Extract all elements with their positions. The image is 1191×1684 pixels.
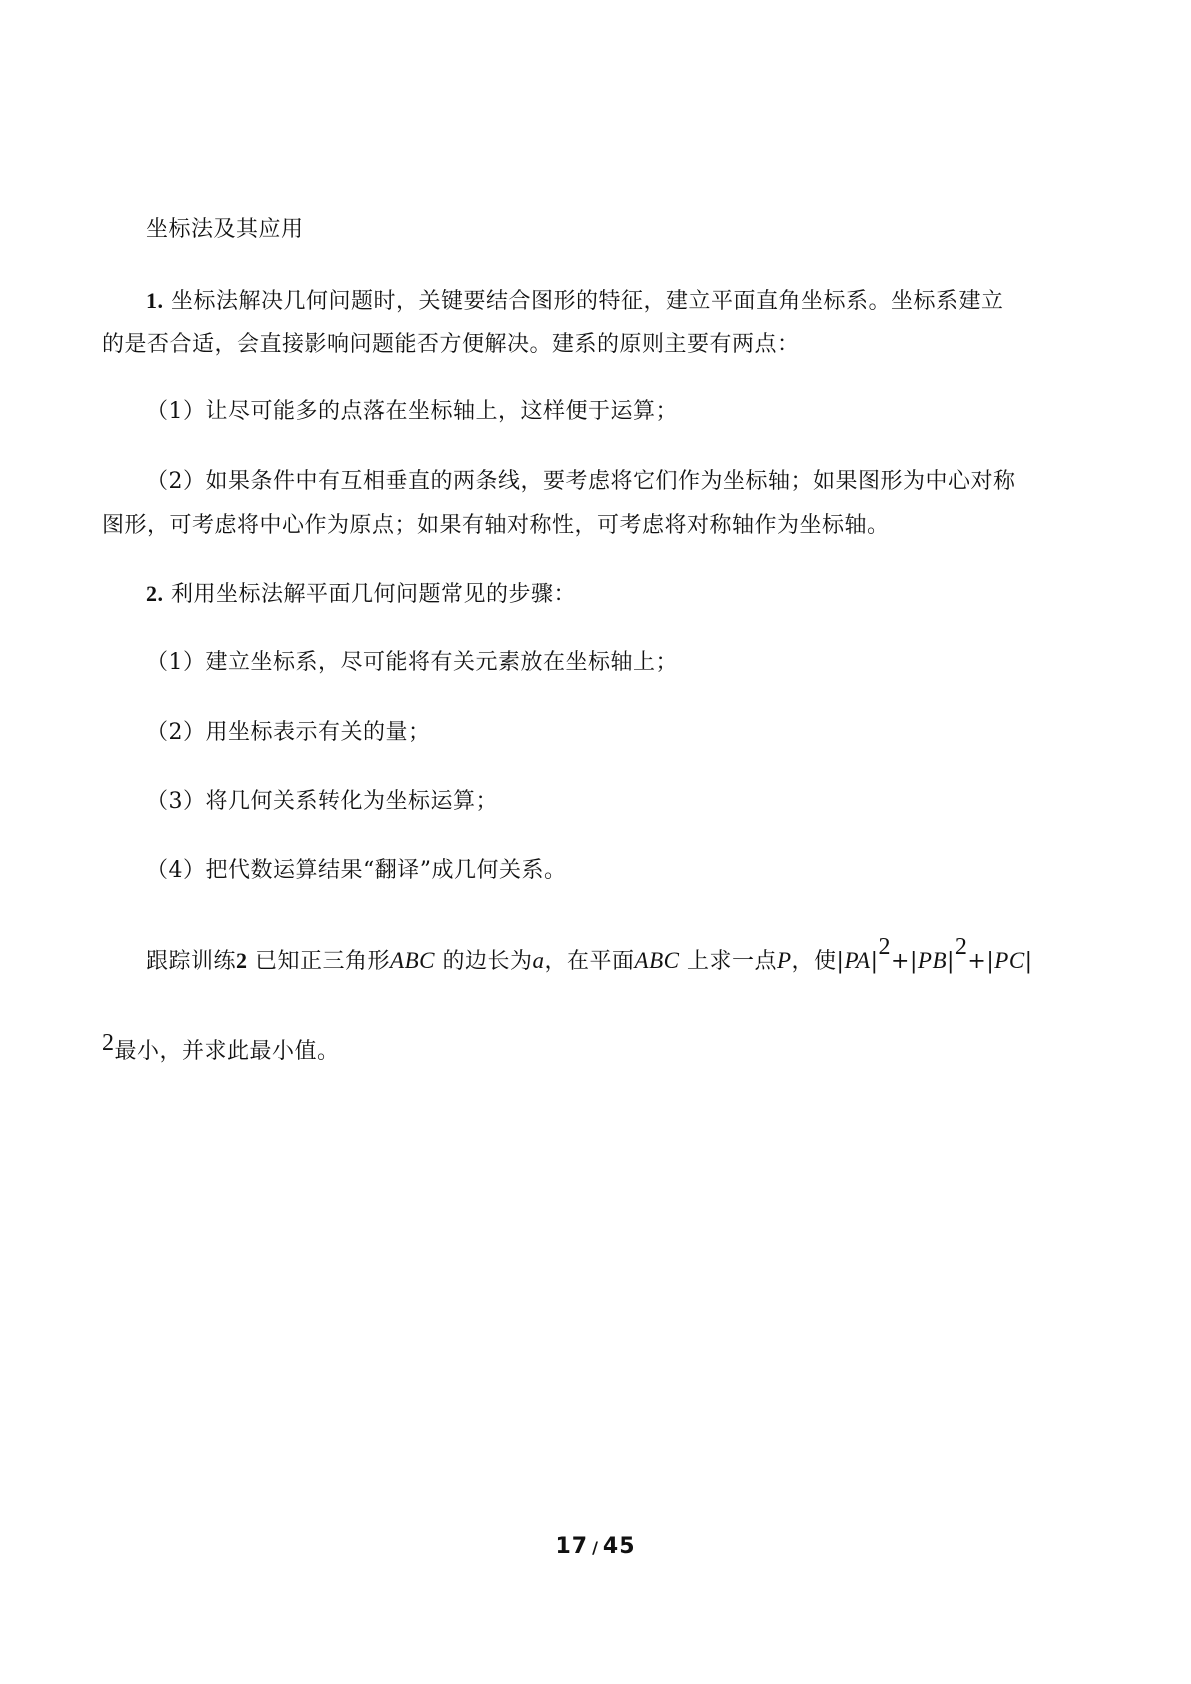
- exercise-number: 2: [236, 948, 248, 973]
- point-2-number: 2: [146, 581, 158, 606]
- segment-pa: PA: [844, 948, 871, 973]
- exercise-prefix: 跟踪训练: [146, 949, 237, 974]
- point-1-text-1: 坐标法解决几何问题时，关键要结合图形的特征，建立平面直角坐标系。坐标系建立: [171, 289, 1004, 314]
- step-2: （2）用坐标表示有关的量；: [146, 720, 431, 745]
- point-1-number: 1: [146, 288, 158, 313]
- side-a: a: [532, 948, 545, 973]
- segment-pc: PC: [994, 948, 1025, 973]
- square-1: 2: [878, 934, 892, 960]
- principle-2-line-1: （2）如果条件中有互相垂直的两条线，要考虑将它们作为坐标轴；如果图形为中心对称: [146, 469, 1016, 494]
- exercise-line-1: 跟踪训练2 已知正三角形ABC 的边长为a，在平面ABC 上求一点P，使|PA|2+|PB|2+|PC|: [146, 934, 1033, 974]
- plane-abc: ABC: [634, 948, 680, 973]
- square-3: 2: [102, 1030, 115, 1056]
- exercise-tail: 最小，并求此最小值。: [114, 1039, 340, 1064]
- triangle-abc: ABC: [390, 948, 435, 973]
- point-1-line-2: 的是否合适，会直接影响问题能否方便解决。建系的原则主要有两点：: [102, 332, 800, 357]
- square-2: 2: [954, 934, 968, 960]
- principle-1: （1）让尽可能多的点落在坐标轴上，这样便于运算；: [146, 399, 678, 424]
- point-1-line-1: 1. 坐标法解决几何问题时，关键要结合图形的特征，建立平面直角坐标系。坐标系建立: [146, 288, 1004, 314]
- principle-2-line-2: 图形，可考虑将中心作为原点；如果有轴对称性，可考虑将对称轴作为坐标轴。: [102, 513, 890, 538]
- step-1: （1）建立坐标系，尽可能将有关元素放在坐标轴上；: [146, 650, 678, 675]
- point-2-text: 利用坐标法解平面几何问题常见的步骤：: [171, 582, 577, 607]
- page-separator: /: [592, 1538, 599, 1557]
- point-2-line: 2. 利用坐标法解平面几何问题常见的步骤：: [146, 581, 577, 607]
- segment-pb: PB: [917, 948, 947, 973]
- step-3: （3）将几何关系转化为坐标运算；: [146, 789, 498, 814]
- point-p: P: [776, 948, 792, 973]
- page-number: [0, 1534, 1191, 1559]
- current-page: 17: [555, 1534, 589, 1559]
- step-4: （4）把代数运算结果“翻译”成几何关系。: [146, 858, 567, 883]
- exercise-line-2: [102, 1030, 340, 1067]
- section-title: 坐标法及其应用: [146, 217, 304, 242]
- total-pages: 45: [602, 1534, 636, 1559]
